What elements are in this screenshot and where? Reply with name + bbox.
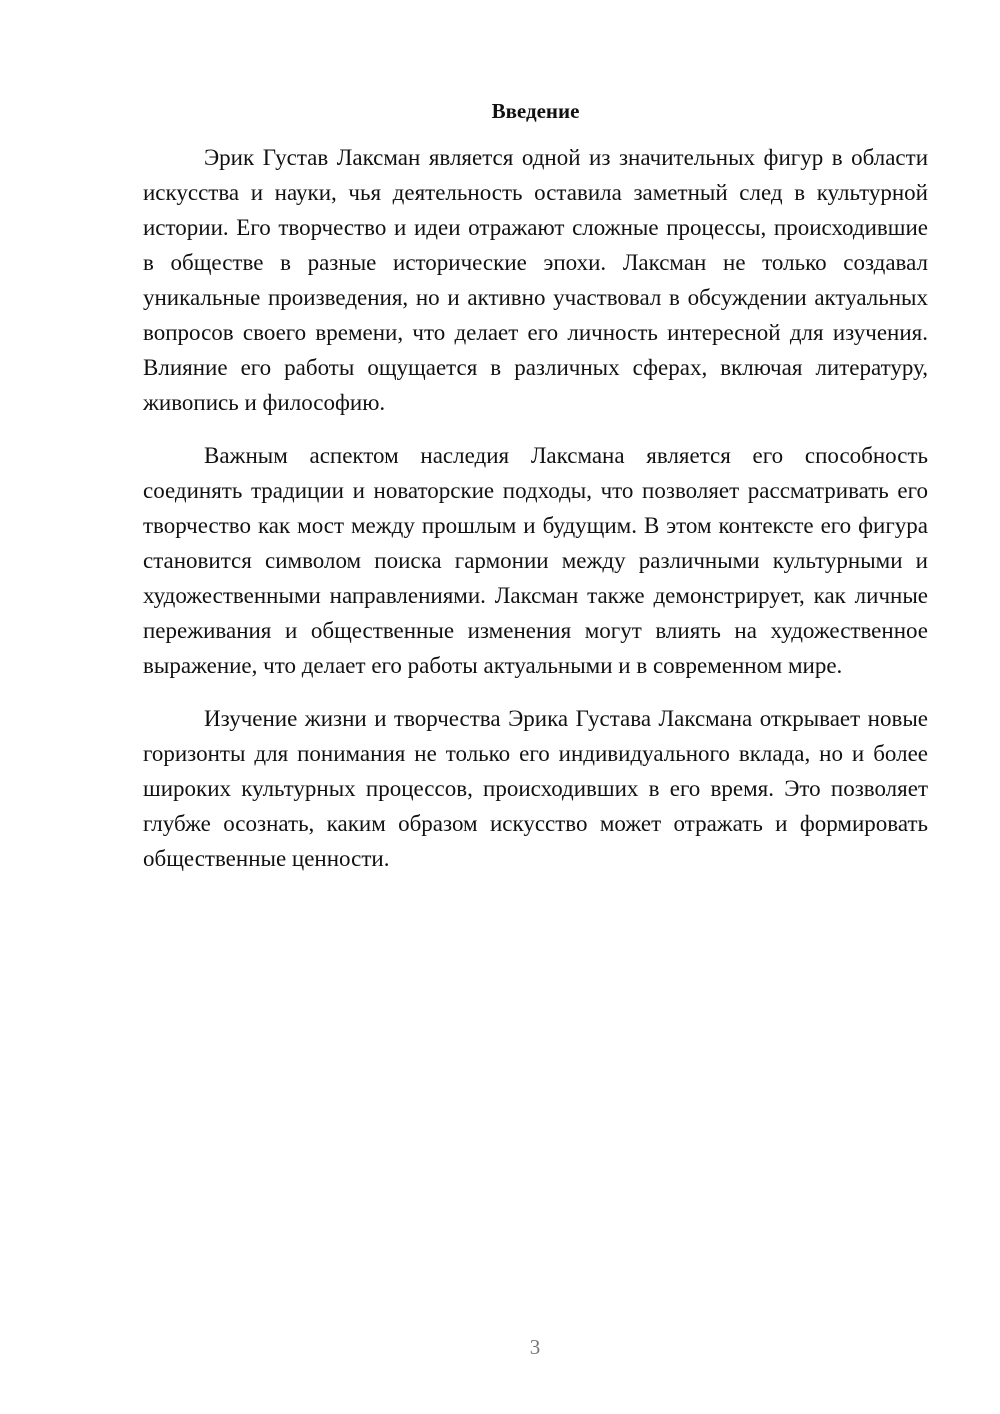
page-content	[143, 94, 928, 894]
paragraph-1: Эрик Густав Лаксман является одной из значительных фигур в области искусства и науки, чья деятельность оставила заметный след в культурной истории. Его творчество и идеи отражают сложные процессы, происходившие в обществе в разные исторические эпохи. Лаксман не только создавал уникальные произведения, но и активно участвовал в обсуждении актуальных вопросов своего времени, что делает его личность интересной для изучения. Влияние его работы ощущается в различных сферах, включая литературу, живопись и философию.	[143, 145, 928, 415]
page-number: 3	[529, 1335, 541, 1359]
paragraph-2: Важным аспектом наследия Лаксмана является его способность соединять традиции и новаторские подходы, что позволяет рассматривать его творчество как мост между прошлым и будущим. В этом контексте его фигура становится символом поиска гармонии между различными культурными и художественными направлениями. Лаксман также демонстрирует, как личные переживания и общественные изменения могут влиять на художественное выражение, что делает его работы актуальными и в современном мире.	[143, 443, 928, 678]
section-title: Введение	[491, 99, 580, 123]
paragraph-3: Изучение жизни и творчества Эрика Густава Лаксмана открывает новые горизонты для понимания не только его индивидуального вклада, но и более широких культурных процессов, происходивших в его время. Это позволяет глубже осознать, каким образом искусство может отражать и формировать общественные ценности.	[143, 706, 928, 871]
